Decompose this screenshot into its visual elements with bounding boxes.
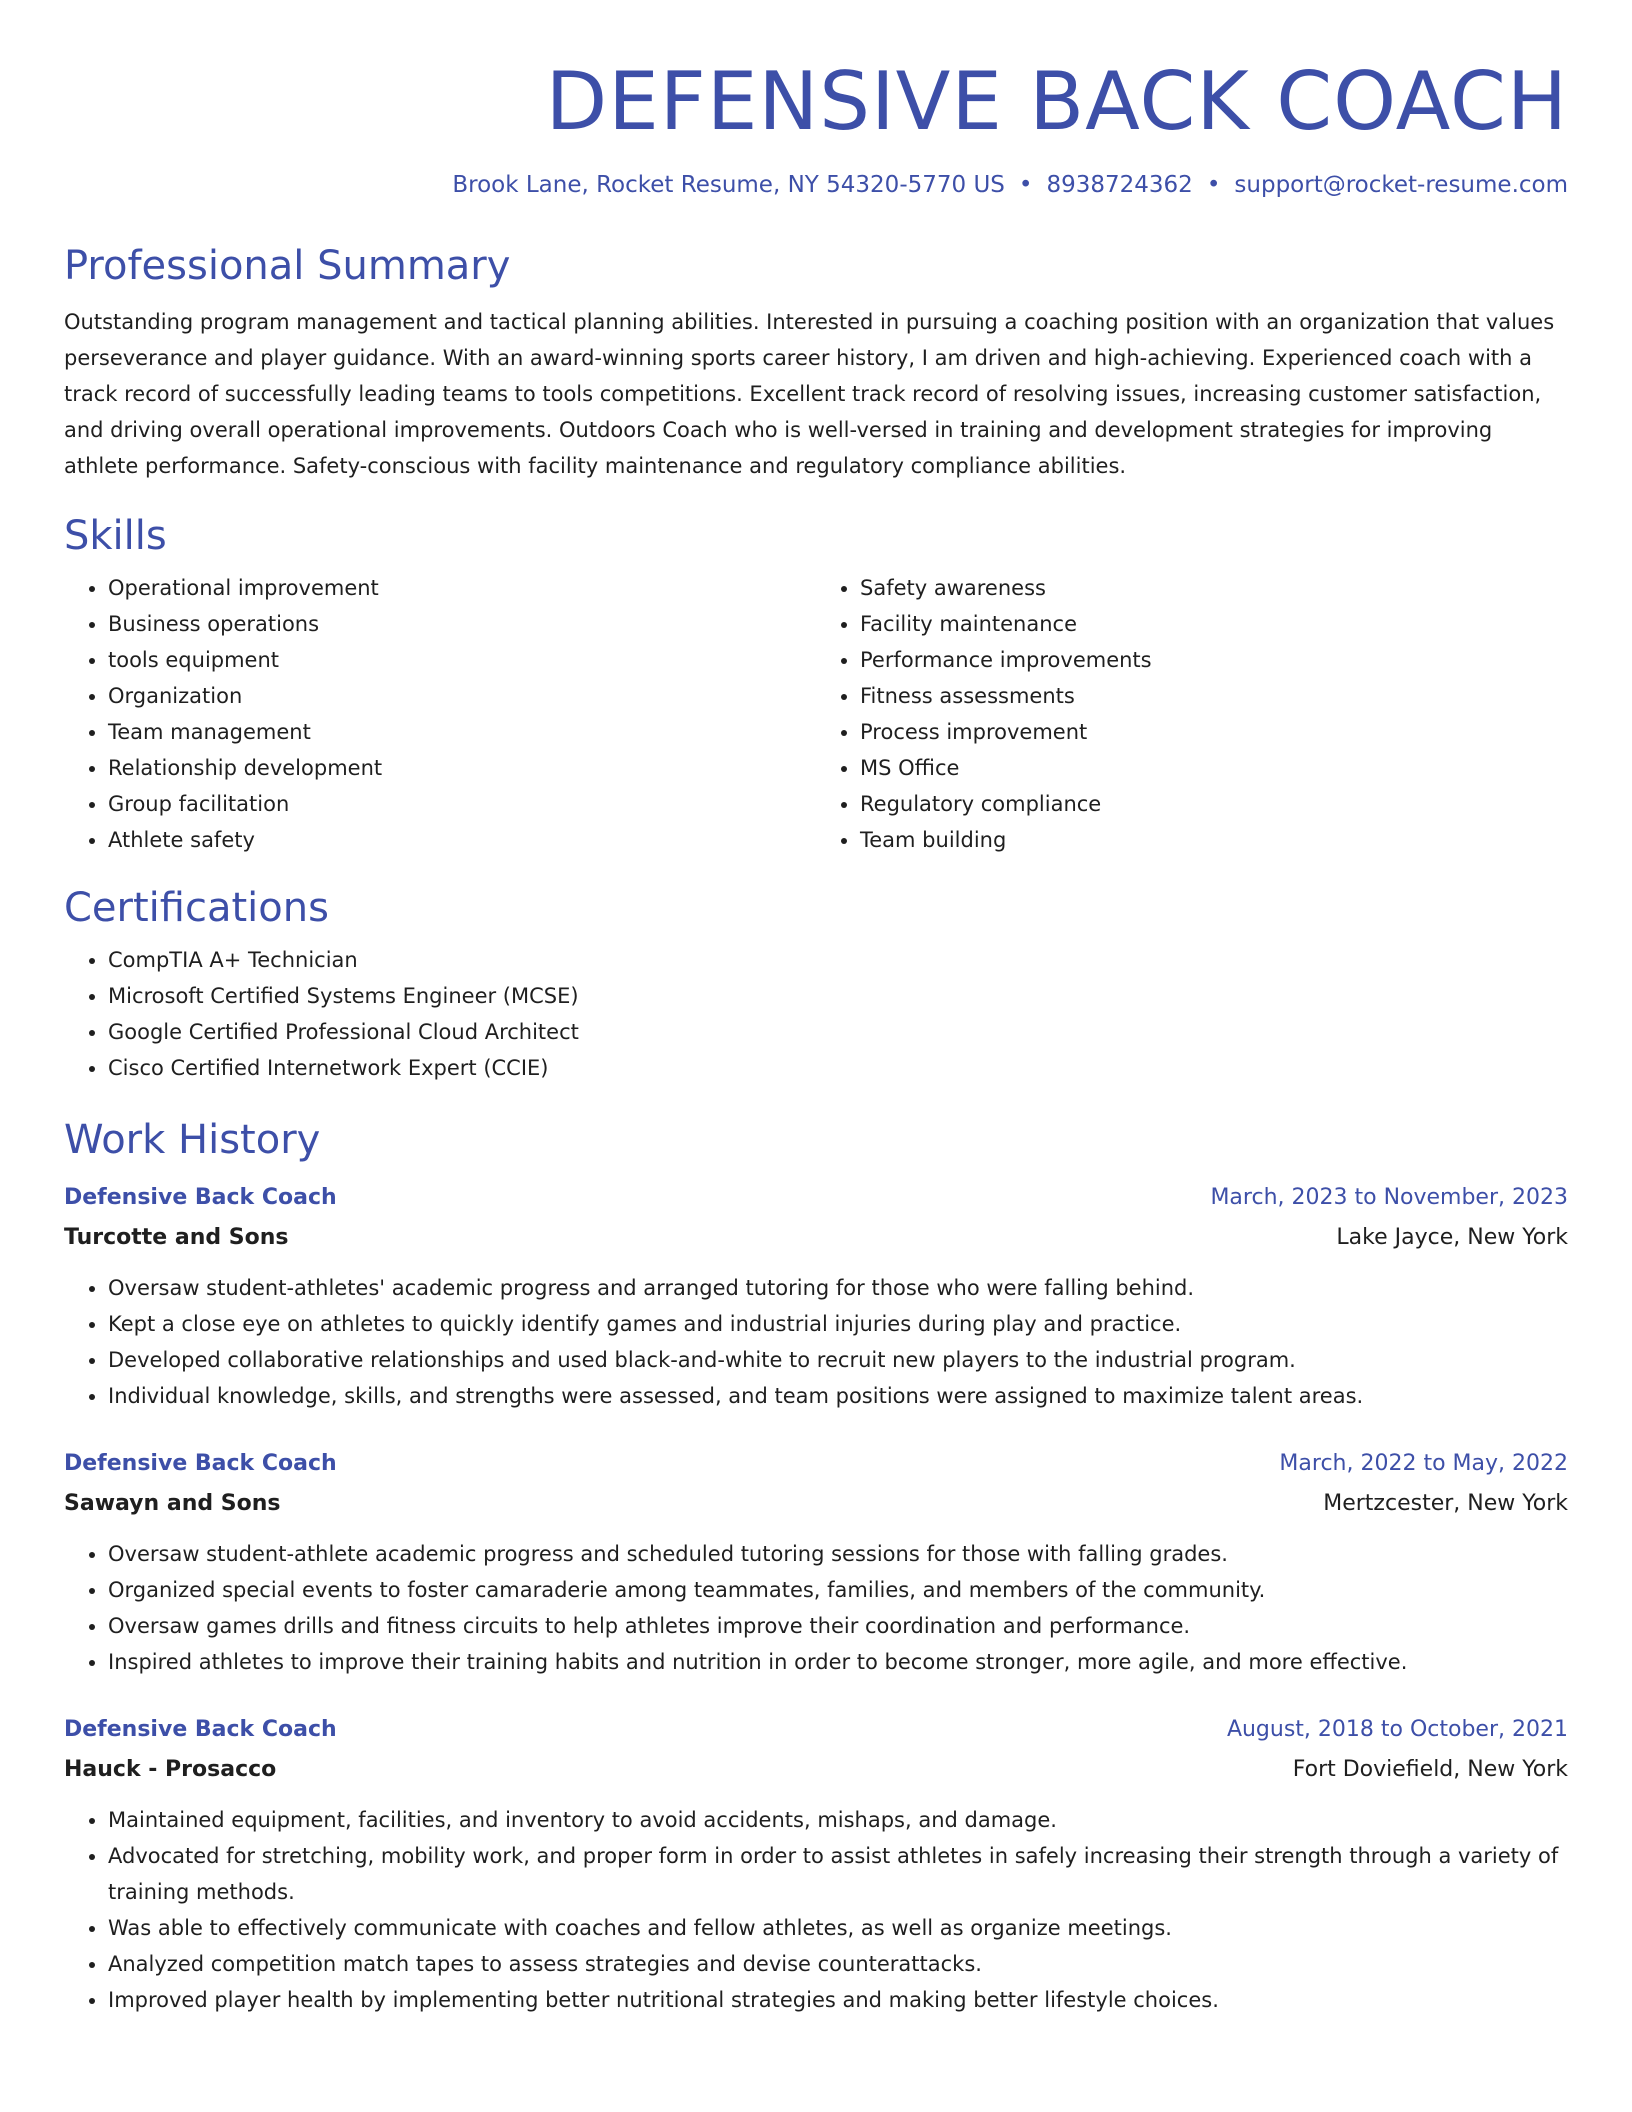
- job-bullets: [64, 1270, 1568, 1414]
- job-dates: March, 2022 to May, 2022: [1279, 1451, 1568, 1476]
- summary-heading: Professional Summary: [64, 243, 511, 289]
- job-bullets: [64, 1536, 1568, 1680]
- skill-item: • Organization: [108, 678, 816, 714]
- job-location: Lake Jayce, New York: [1336, 1225, 1568, 1250]
- job-bullet: • Was able to effectively communicate with coaches and fellow athletes, as well as organize meetings.: [108, 1910, 1568, 1946]
- job-bullets: [64, 1802, 1568, 2018]
- skill-item: • Facility maintenance: [860, 606, 1568, 642]
- skill-item: • Team building: [860, 822, 1568, 858]
- certification-item: • Google Certified Professional Cloud Architect: [108, 1014, 1568, 1050]
- skills-columns: [64, 570, 1568, 858]
- skill-item: • Athlete safety: [108, 822, 816, 858]
- job-company: Hauck - Prosacco: [64, 1757, 277, 1782]
- skill-item: • Relationship development: [108, 750, 816, 786]
- job-entry: [64, 1444, 1568, 1680]
- job-entry: [64, 1178, 1568, 1414]
- contact-phone: 8938724362: [1046, 172, 1193, 198]
- skills-list-left: [64, 570, 816, 858]
- work-history-heading: Work History: [64, 1117, 321, 1163]
- job-bullet: • Inspired athletes to improve their training habits and nutrition in order to become stronger, more agile, and more effective.: [108, 1644, 1568, 1680]
- job-bullet: • Oversaw student-athlete academic progress and scheduled tutoring sessions for those with falling grades.: [108, 1536, 1568, 1572]
- certifications-heading: Certifications: [64, 885, 329, 931]
- job-bullet: • Advocated for stretching, mobility work, and proper form in order to assist athletes in safely increasing their strength through a variety of training methods.: [108, 1838, 1568, 1910]
- skill-item: • Operational improvement: [108, 570, 816, 606]
- job-bullet: • Maintained equipment, facilities, and inventory to avoid accidents, mishaps, and damage.: [108, 1802, 1568, 1838]
- certifications-list: [64, 942, 1568, 1086]
- skills-list-right: [816, 570, 1568, 858]
- skill-item: • Team management: [108, 714, 816, 750]
- job-bullet: • Organized special events to foster camaraderie among teammates, families, and members of the community.: [108, 1572, 1568, 1608]
- skill-item: • MS Office: [860, 750, 1568, 786]
- contact-line: [64, 170, 1568, 200]
- skill-item: • Process improvement: [860, 714, 1568, 750]
- job-company: Sawayn and Sons: [64, 1491, 281, 1516]
- skill-item: • Performance improvements: [860, 642, 1568, 678]
- skill-item: • Group facilitation: [108, 786, 816, 822]
- job-dates: March, 2023 to November, 2023: [1210, 1185, 1568, 1210]
- skill-item: • Safety awareness: [860, 570, 1568, 606]
- job-title: Defensive Back Coach: [64, 1185, 337, 1210]
- job-title: Defensive Back Coach: [64, 1717, 337, 1742]
- skills-heading: Skills: [64, 513, 167, 559]
- separator-dot: •: [1206, 172, 1221, 198]
- job-title: Defensive Back Coach: [64, 1451, 337, 1476]
- contact-address: Brook Lane, Rocket Resume, NY 54320-5770 US: [452, 172, 1005, 198]
- certification-item: • CompTIA A+ Technician: [108, 942, 1568, 978]
- skill-item: • Business operations: [108, 606, 816, 642]
- skill-item: • Regulatory compliance: [860, 786, 1568, 822]
- job-bullet: • Developed collaborative relationships and used black-and-white to recruit new players to the industrial program.: [108, 1342, 1568, 1378]
- job-bullet: • Oversaw student-athletes' academic progress and arranged tutoring for those who were falling behind.: [108, 1270, 1568, 1306]
- job-location: Mertzcester, New York: [1323, 1491, 1568, 1516]
- job-bullet: • Individual knowledge, skills, and strengths were assessed, and team positions were assigned to maximize talent areas.: [108, 1378, 1568, 1414]
- job-bullet: • Analyzed competition match tapes to assess strategies and devise counterattacks.: [108, 1946, 1568, 1982]
- resume-title: DEFENSIVE BACK COACH: [545, 55, 1568, 148]
- job-bullet: • Kept a close eye on athletes to quickly identify games and industrial injuries during play and practice.: [108, 1306, 1568, 1342]
- certification-item: • Cisco Certified Internetwork Expert (CCIE): [108, 1050, 1568, 1086]
- skill-item: • tools equipment: [108, 642, 816, 678]
- certification-item: • Microsoft Certified Systems Engineer (MCSE): [108, 978, 1568, 1014]
- job-dates: August, 2018 to October, 2021: [1226, 1717, 1568, 1742]
- skill-item: • Fitness assessments: [860, 678, 1568, 714]
- separator-dot: •: [1018, 172, 1033, 198]
- job-entry: [64, 1710, 1568, 2018]
- job-bullet: • Oversaw games drills and fitness circuits to help athletes improve their coordination and performance.: [108, 1608, 1568, 1644]
- contact-email: support@rocket-resume.com: [1234, 172, 1568, 198]
- summary-text: Outstanding program management and tactical planning abilities. Interested in pursuing a coaching position with an organization that values perseverance and player guidance. With an award-winning sports career history, I am driven and high-achieving. Experienced coach with a track record of successfully leading teams to tools competitions. Excellent track record of resolving issues, increasing customer satisfaction, and driving overall operational improvements. Outdoors Coach who is well-versed in training and development strategies for improving athlete performance. Safety-conscious with facility maintenance and regulatory compliance abilities.: [64, 310, 1555, 478]
- job-bullet: • Improved player health by implementing better nutritional strategies and making better lifestyle choices.: [108, 1982, 1568, 2018]
- job-location: Fort Doviefield, New York: [1292, 1757, 1568, 1782]
- job-company: Turcotte and Sons: [64, 1225, 289, 1250]
